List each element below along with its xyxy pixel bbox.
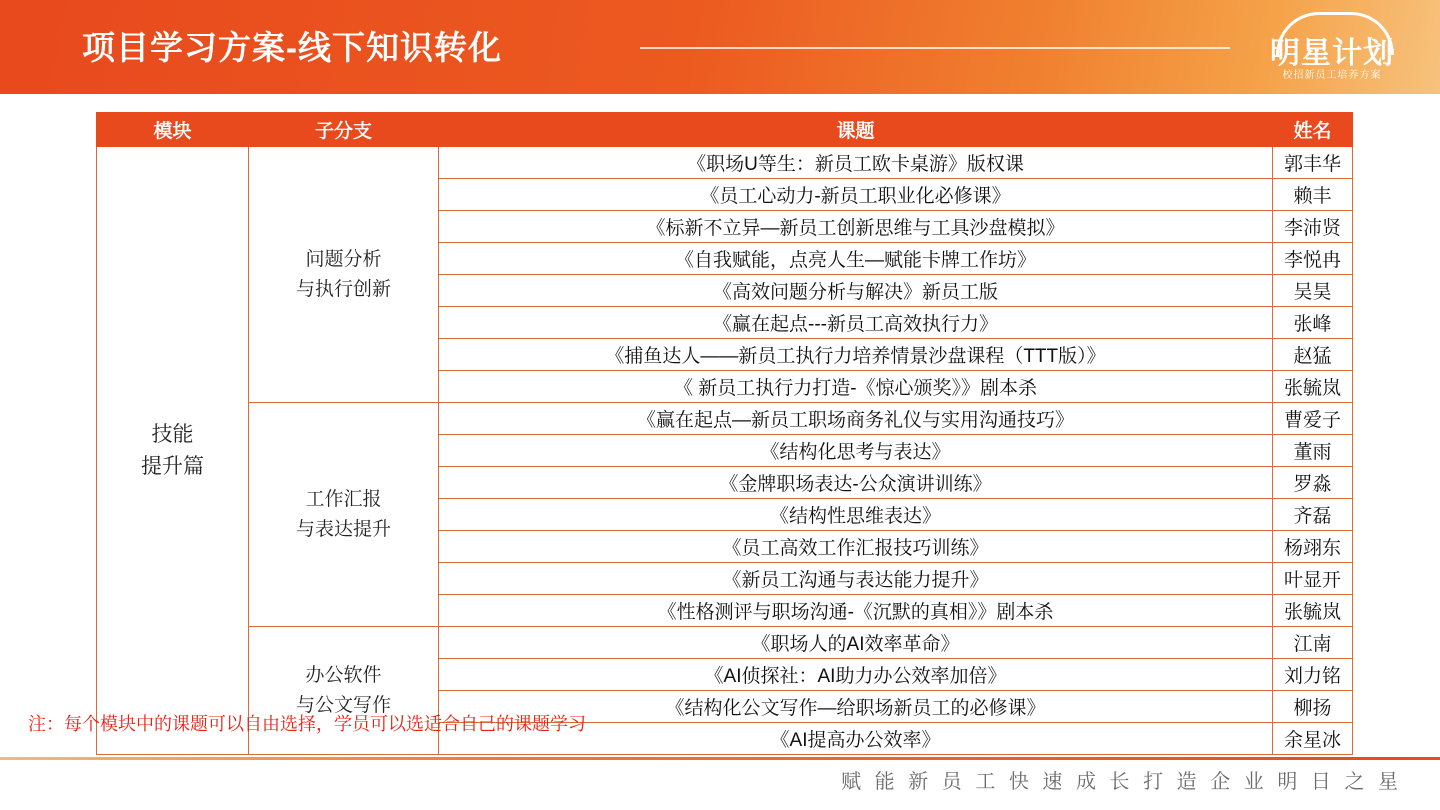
topic-cell: 《自我赋能，点亮人生—赋能卡牌工作坊》 [439, 243, 1273, 275]
topic-cell: 《职场人的AI效率革命》 [439, 627, 1273, 659]
name-cell: 郭丰华 [1273, 147, 1353, 179]
page-header [0, 0, 1440, 94]
name-cell: 张毓岚 [1273, 371, 1353, 403]
name-cell: 杨翊东 [1273, 531, 1353, 563]
branch-label-line1: 办公软件 [305, 665, 382, 687]
branch-label-line2: 与表达提升 [295, 518, 391, 540]
brand-logo [1252, 10, 1412, 86]
topic-cell: 《性格测评与职场沟通-《沉默的真相》》剧本杀 [439, 595, 1273, 627]
topic-cell: 《高效问题分析与解决》新员工版 [439, 275, 1273, 307]
name-cell: 江南 [1273, 627, 1353, 659]
curriculum-table-container [96, 112, 1352, 755]
logo-sub-text: 校招新员工培养方案 [1282, 70, 1382, 81]
topic-cell: 《标新不立异—新员工创新思维与工具沙盘模拟》 [439, 211, 1273, 243]
name-cell: 张毓岚 [1273, 595, 1353, 627]
topic-cell: 《结构化公文写作—给职场新员工的必修课》 [439, 691, 1273, 723]
topic-cell: 《员工高效工作汇报技巧训练》 [439, 531, 1273, 563]
module-label-line1: 技能 [151, 423, 194, 446]
branch-label-line1: 工作汇报 [305, 489, 382, 511]
column-header-topic: 课题 [439, 113, 1273, 147]
name-cell: 赖丰 [1273, 179, 1353, 211]
branch-label-line2: 与公文写作 [295, 694, 391, 716]
name-cell: 余星冰 [1273, 723, 1353, 755]
branch-label-line2: 与执行创新 [295, 278, 391, 300]
curriculum-table [96, 112, 1353, 755]
table-row [97, 627, 1353, 659]
name-cell: 叶显开 [1273, 563, 1353, 595]
branch-label-line1: 问题分析 [305, 249, 382, 271]
topic-cell: 《赢在起点---新员工高效执行力》 [439, 307, 1273, 339]
module-cell [97, 147, 249, 755]
module-label-line2: 提升篇 [141, 454, 204, 478]
table-header [97, 113, 1353, 147]
table-header-row [97, 113, 1353, 147]
topic-cell: 《赢在起点—新员工职场商务礼仪与实用沟通技巧》 [439, 403, 1273, 435]
column-header-name: 姓名 [1273, 113, 1353, 147]
column-header-module: 模块 [97, 113, 249, 147]
footer-divider [0, 757, 1440, 760]
name-cell: 柳扬 [1273, 691, 1353, 723]
name-cell: 齐磊 [1273, 499, 1353, 531]
logo-main-text: 明星计划 [1270, 36, 1394, 71]
name-cell: 刘力铭 [1273, 659, 1353, 691]
topic-cell: 《员工心动力-新员工职业化必修课》 [439, 179, 1273, 211]
table-row [97, 403, 1353, 435]
name-cell: 赵猛 [1273, 339, 1353, 371]
topic-cell: 《AI侦探社：AI助力办公效率加倍》 [439, 659, 1273, 691]
topic-cell: 《 新员工执行力打造-《惊心颁奖》》剧本杀 [439, 371, 1273, 403]
column-header-branch: 子分支 [249, 113, 439, 147]
name-cell: 张峰 [1273, 307, 1353, 339]
footer-slogan: 赋 能 新 员 工 快 速 成 长 打 造 企 业 明 日 之 星 [841, 771, 1402, 793]
table-body [97, 147, 1353, 755]
name-cell: 董雨 [1273, 435, 1353, 467]
topic-cell: 《捕鱼达人——新员工执行力培养情景沙盘课程（TTT版）》 [439, 339, 1273, 371]
table-row [97, 147, 1353, 179]
header-divider [640, 47, 1230, 49]
branch-cell [249, 147, 439, 403]
topic-cell: 《职场U等生：新员工欧卡桌游》版权课 [439, 147, 1273, 179]
name-cell: 曹爱子 [1273, 403, 1353, 435]
page-title: 项目学习方案-线下知识转化 [82, 29, 502, 66]
name-cell: 罗淼 [1273, 467, 1353, 499]
topic-cell: 《结构性思维表达》 [439, 499, 1273, 531]
branch-cell [249, 403, 439, 627]
topic-cell: 《AI提高办公效率》 [439, 723, 1273, 755]
name-cell: 吴昊 [1273, 275, 1353, 307]
topic-cell: 《金牌职场表达-公众演讲训练》 [439, 467, 1273, 499]
footnote: 注：每个模块中的课题可以自由选择，学员可以选适合自己的课题学习 [28, 714, 586, 734]
topic-cell: 《新员工沟通与表达能力提升》 [439, 563, 1273, 595]
topic-cell: 《结构化思考与表达》 [439, 435, 1273, 467]
name-cell: 李沛贤 [1273, 211, 1353, 243]
name-cell: 李悦冉 [1273, 243, 1353, 275]
